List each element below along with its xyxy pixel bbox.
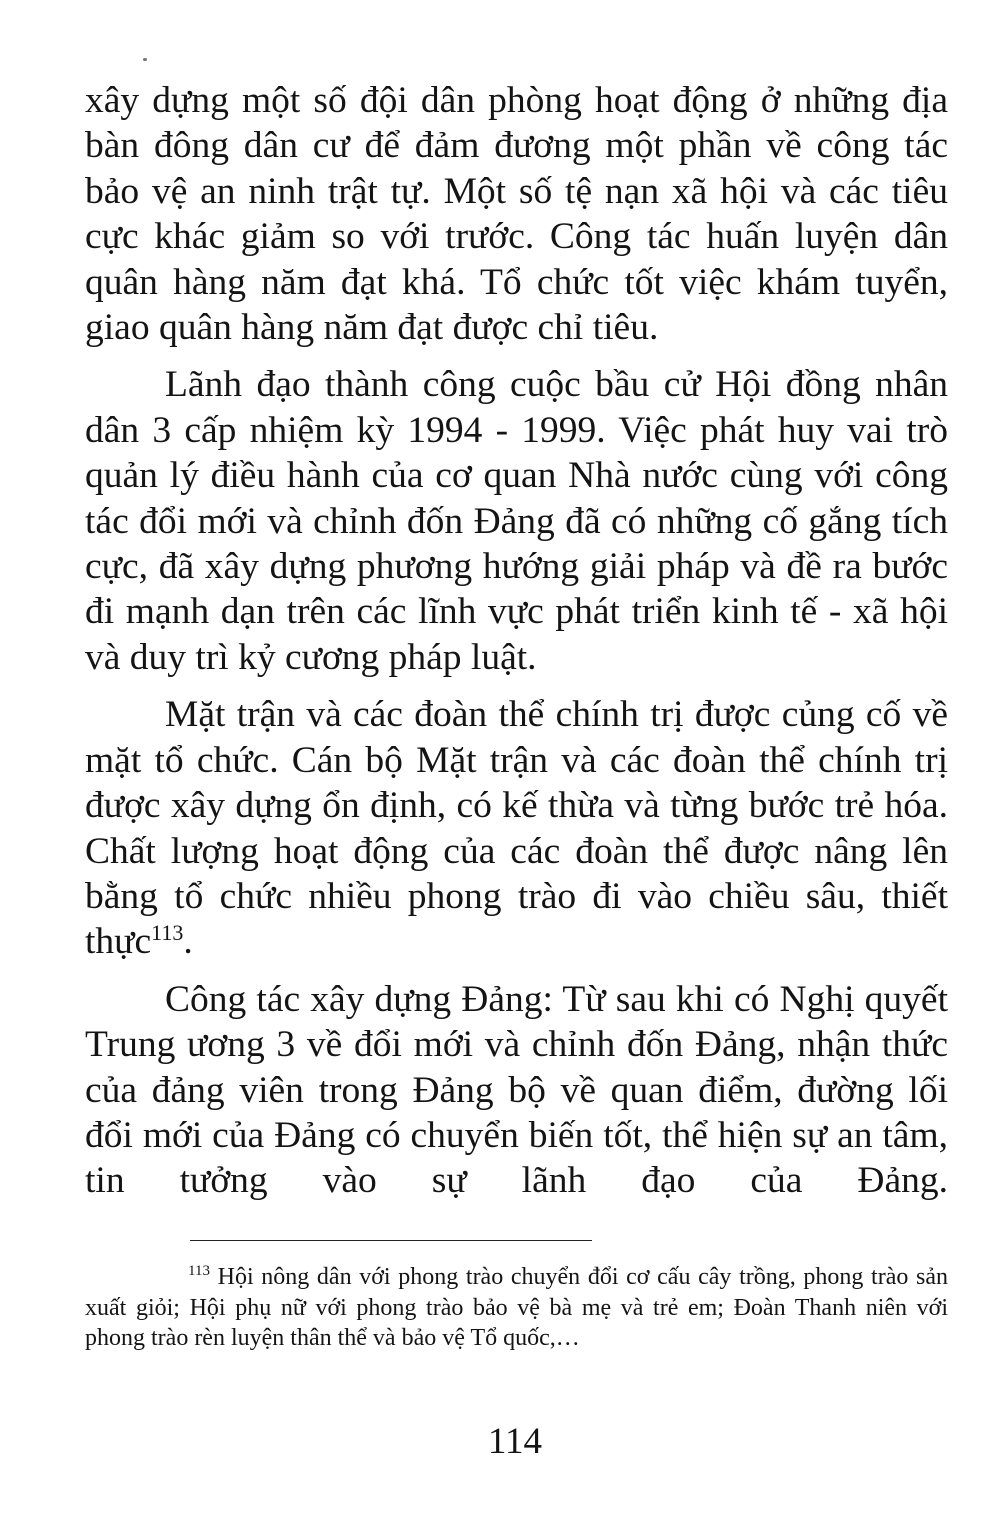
paragraph-3 xyxy=(85,692,948,964)
footnote-number: 113 xyxy=(188,1263,210,1279)
body-text xyxy=(85,78,948,1204)
footnote xyxy=(85,1262,948,1354)
paragraph-4: Công tác xây dựng Đảng: Từ sau khi có Nghị quyết Trung ương 3 về đổi mới và chỉnh đốn Đảng, nhận thức của đảng viên trong Đảng bộ về quan điểm, đường lối đổi mới của Đảng có chuyển biến tốt, thể hiện sự an tâm, tin tưởng vào sự lãnh đạo của Đảng. xyxy=(85,978,948,1202)
footnote-divider xyxy=(190,1240,592,1241)
footnote-text: Hội nông dân với phong trào chuyển đổi cơ cấu cây trồng, phong trào sản xuất giỏi; Hội phụ nữ với phong trào bảo vệ bà mẹ và trẻ em; Đoàn Thanh niên với phong trào rèn luyện thân thể và bảo vệ Tổ quốc,… xyxy=(85,1264,948,1351)
page-number: 114 xyxy=(487,1421,543,1462)
scan-speck xyxy=(143,58,147,61)
footnote-reference[interactable]: 113 xyxy=(151,920,184,946)
paragraph-1: xây dựng một số đội dân phòng hoạt động ở những địa bàn đông dân cư để đảm đương một phần về công tác bảo vệ an ninh trật tự. Một số tệ nạn xã hội và các tiêu cực khác giảm so với trước. Công tác huấn luyện dân quân hàng năm đạt khá. Tổ chức tốt việc khám tuyển, giao quân hàng năm đạt được chỉ tiêu. xyxy=(85,80,948,349)
paragraph-2: Lãnh đạo thành công cuộc bầu cử Hội đồng nhân dân 3 cấp nhiệm kỳ 1994 - 1999. Việc phát huy vai trò quản lý điều hành của cơ quan Nhà nước cùng với công tác đổi mới và chỉnh đốn Đảng đã có những cố gắng tích cực, đã xây dựng phương hướng giải pháp và đề ra bước đi mạnh dạn trên các lĩnh vực phát triển kinh tế - xã hội và duy trì kỷ cương pháp luật. xyxy=(85,364,948,678)
paragraph-3-text: Mặt trận và các đoàn thể chính trị được củng cố về mặt tổ chức. Cán bộ Mặt trận và các đoàn thể chính trị được xây dựng ổn định, có kế thừa và từng bước trẻ hóa. Chất lượng hoạt động của các đoàn thể được nâng lên bằng tổ chức nhiều phong trào đi vào chiều sâu, thiết thực xyxy=(85,694,948,963)
footnote-paragraph xyxy=(85,1262,948,1354)
paragraph-3-end: . xyxy=(183,921,193,963)
